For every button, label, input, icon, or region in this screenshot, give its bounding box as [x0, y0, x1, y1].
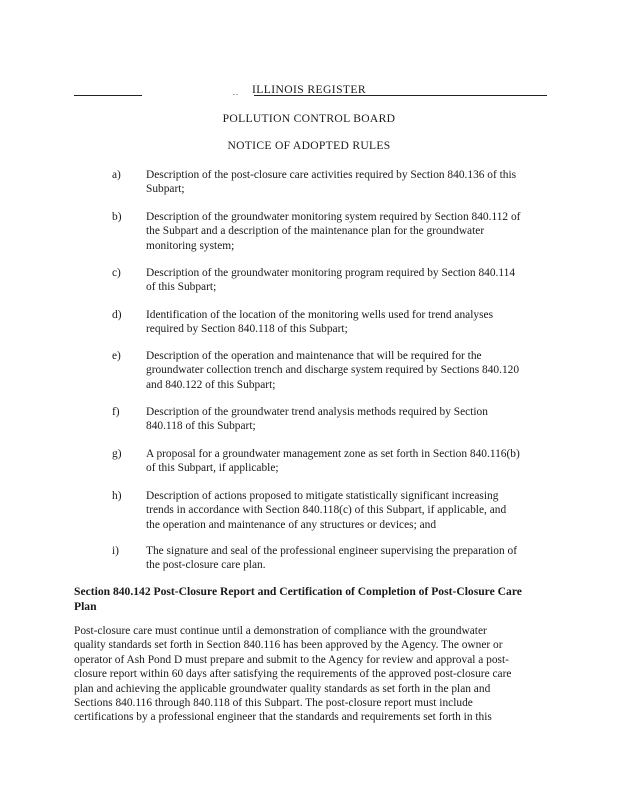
section-heading-line: Section 840.142 Post-Closure Report and Certification of Completion of Post-Closure Care [74, 585, 522, 598]
section-heading [74, 585, 554, 614]
item-line: and 840.122 of this Subpart; [146, 378, 276, 391]
item-line: Description of the groundwater trend analysis methods required by Section [146, 406, 488, 418]
item-text [146, 349, 556, 392]
item-line: The signature and seal of the professional engineer supervising the preparation of [146, 545, 518, 557]
item-line: Subpart; [146, 183, 185, 196]
paragraph-line: Post-closure care must continue until a demonstration of compliance with the groundwater [74, 625, 487, 637]
item-text [146, 405, 556, 434]
item-line: Identification of the location of the monitoring wells used for trend analyses [146, 309, 494, 321]
item-line: of this Subpart; [146, 281, 217, 294]
item-line: monitoring system; [146, 239, 235, 252]
item-label: i) [112, 545, 119, 557]
item-line: Description of the groundwater monitoring program required by Section 840.114 [146, 267, 516, 279]
board-title: POLLUTION CONTROL BOARD [222, 112, 396, 125]
item-line: A proposal for a groundwater management zone as set forth in Section 840.116(b) [146, 448, 520, 460]
item-text [146, 168, 556, 197]
item-text [146, 266, 556, 295]
item-text [146, 489, 556, 532]
item-line: the operation and maintenance of any structures or devices; and [146, 518, 437, 531]
item-label: h) [112, 490, 122, 502]
item-text [146, 447, 556, 476]
item-line: trends in accordance with Section 840.118(c) of this Subpart, if applicable, and [146, 504, 507, 517]
item-line: of this Subpart, if applicable; [146, 462, 279, 475]
paragraph-line: Sections 840.116 through 840.118 of this Subpart. The post-closure report must include [74, 697, 473, 710]
item-label: g) [112, 448, 122, 460]
item-label: b) [112, 211, 122, 223]
paragraph-line: operator of Ash Pond D must prepare and submit to the Agency for review and approval a post- [74, 653, 509, 666]
notice-title: NOTICE OF ADOPTED RULES [227, 139, 391, 152]
item-line: the post-closure care plan. [146, 559, 266, 572]
header-dots: .. [233, 88, 239, 97]
paragraph-line: plan and achieving the applicable groundwater quality standards as set forth in the plan and [74, 682, 491, 695]
item-label: d) [112, 309, 122, 321]
paragraph-line: certifications by a professional engineer that the standards and requirements set forth in this [74, 711, 492, 724]
paragraph-line: quality standards set forth in Section 840.116 has been approved by the Agency. The owner or [74, 639, 503, 652]
item-text [146, 544, 556, 573]
item-label: e) [112, 350, 121, 362]
item-label: c) [112, 267, 121, 279]
item-line: Description of actions proposed to mitigate statistically significant increasing [146, 490, 499, 502]
item-label: a) [112, 169, 121, 181]
item-line: groundwater collection trench and discharge system required by Sections 840.120 [146, 364, 520, 377]
item-text [146, 210, 556, 253]
section-heading-line: Plan [74, 599, 97, 613]
item-label: f) [112, 406, 120, 418]
register-title: ILLINOIS REGISTER [251, 83, 367, 96]
paragraph-line: closure report within 60 days after satisfying the requirements of the approved post-closure care [74, 668, 512, 681]
item-line: Description of the operation and maintenance that will be required for the [146, 350, 482, 362]
item-line: the Subpart and a description of the maintenance plan for the groundwater [146, 225, 485, 238]
item-line: Description of the groundwater monitoring system required by Section 840.112 of [146, 211, 521, 223]
item-line: Description of the post-closure care activities required by Section 840.136 of this [146, 169, 517, 181]
item-line: required by Section 840.118 of this Subpart; [146, 323, 348, 336]
item-line: 840.118 of this Subpart; [146, 420, 256, 433]
item-text [146, 308, 556, 337]
section-body-paragraph [74, 624, 554, 725]
